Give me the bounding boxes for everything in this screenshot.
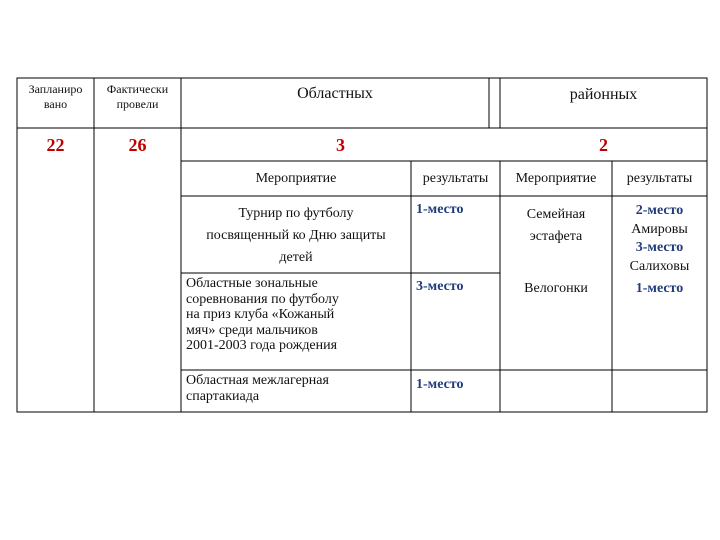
- regional-event-2-line: на приз клуба «Кожаный: [186, 307, 335, 323]
- header-planned: [17, 82, 94, 112]
- regional-event-1-line: Турнир по футболу: [238, 206, 354, 221]
- district-event-1-result-line: 3-место: [635, 240, 684, 256]
- district-event-1-result: [612, 202, 707, 276]
- district-event-1-name: [500, 204, 612, 248]
- district-event-1-result-line: Салиховы: [629, 258, 690, 274]
- regional-event-2-line: Областные зональные: [186, 276, 318, 291]
- regional-event-1-line: детей: [279, 250, 313, 265]
- header-actual-line2: провели: [116, 97, 159, 111]
- regional-event-2-result: 3-место: [416, 279, 464, 294]
- regional-event-2-line: соревнования по футболу: [186, 291, 339, 307]
- header-regional: Областных: [297, 85, 373, 102]
- header-actual-line1: Фактически: [106, 82, 169, 96]
- regional-event-2-line: мяч» среди мальчиков: [186, 322, 318, 338]
- district-event-1-result-line: 2-место: [635, 203, 684, 218]
- district-event-2-result-line: 1-место: [635, 281, 684, 296]
- district-event-1-result-line: Амировы: [631, 221, 688, 237]
- district-event-1-line: Семейная: [526, 207, 586, 222]
- regional-event-1-result: 1-место: [416, 202, 464, 217]
- subheader-district-event: Мероприятие: [515, 171, 597, 186]
- district-event-1-line: эстафета: [529, 229, 583, 244]
- district-event-2-result: [612, 280, 707, 298]
- count-planned: 22: [46, 135, 65, 155]
- district-event-2-line: Велогонки: [524, 281, 588, 296]
- count-regional: 3: [336, 135, 345, 155]
- header-planned-line1: Запланиро: [28, 82, 83, 96]
- header-district: районных: [569, 86, 638, 103]
- regional-event-3-name: [186, 373, 329, 404]
- regional-event-3-line: Областная межлагерная: [186, 373, 329, 388]
- regional-event-2-name: [186, 276, 339, 354]
- regional-event-2-line: 2001-2003 года рождения: [186, 338, 338, 354]
- regional-event-3-result: 1-место: [416, 377, 464, 392]
- regional-event-3-line: спартакиада: [186, 388, 260, 404]
- regional-event-1-name: [183, 203, 409, 269]
- count-actual: 26: [128, 135, 147, 155]
- subheader-regional-event: Мероприятие: [255, 171, 337, 186]
- subheader-regional-results: результаты: [422, 171, 489, 186]
- district-event-2-name: [500, 280, 612, 298]
- header-planned-line2: вано: [43, 97, 68, 111]
- regional-event-1-line: посвященный ко Дню защиты: [206, 228, 386, 243]
- count-district: 2: [599, 135, 608, 155]
- header-actual: [94, 82, 181, 112]
- subheader-district-results: результаты: [626, 171, 693, 186]
